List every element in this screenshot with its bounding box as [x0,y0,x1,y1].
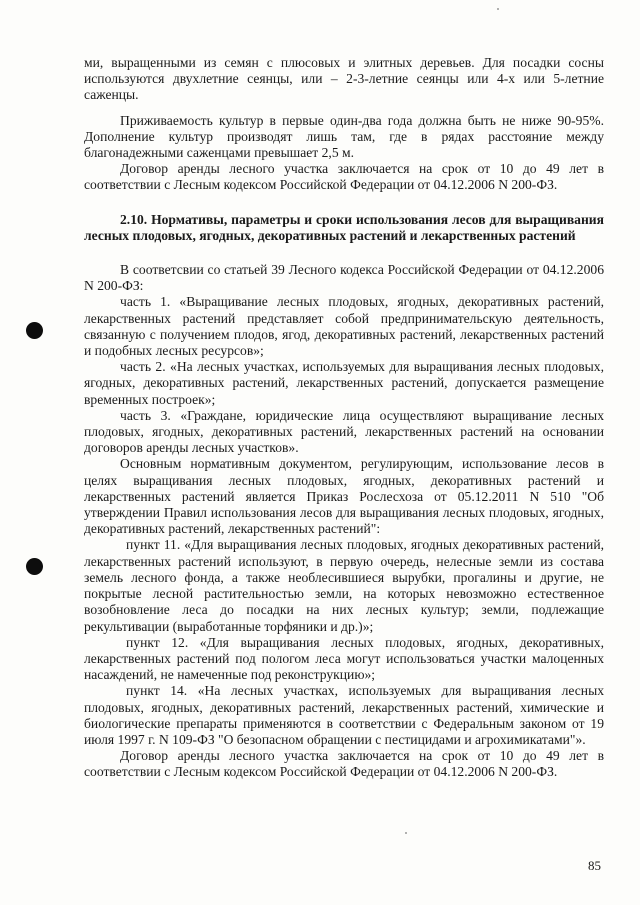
page-number: 85 [588,858,601,873]
document-body [84,55,604,781]
punch-hole-top [26,322,43,339]
paragraph: Договор аренды лесного участка заключается на срок от 10 до 49 лет в соответствии с Лесным кодексом Российской Федерации от 04.12.2006 N 200-ФЗ. [84,161,604,193]
paragraph: Основным нормативным документом, регулирующим, использование лесов в целях выращивания лесных плодовых, ягодных, декоративных растений и лекарственных растений является Приказ Рослесхоза от 05.12.2011 N 510 "Об утверждении Правил использования лесов для выращивания лесных плодовых, ягодных, декоративных растений, лекарственных растений": [84,456,604,537]
scan-speck [405,832,407,834]
list-item: часть 1. «Выращивание лесных плодовых, ягодных, декоративных растений, лекарственных растений представляет собой предпринимательскую деятельность, связанную с получением плодов, ягод, декоративных растений, лекарственных растений и подобных лесных ресурсов»; [84,294,604,359]
section-heading [84,212,604,244]
paragraph: В соответсвии со статьей 39 Лесного кодекса Российской Федерации от 04.12.2006 N 200-ФЗ: [84,262,604,294]
paragraph: Договор аренды лесного участка заключается на срок от 10 до 49 лет в соответствии с Лесным кодексом Российской Федерации от 04.12.2006 N 200-ФЗ. [84,748,604,780]
section-number: 2.10. [120,211,148,227]
list-item: часть 3. «Граждане, юридические лица осуществляют выращивание лесных плодовых, ягодных, декоративных растений, лекарственных растений на основании договоров аренды лесных участков». [84,407,604,456]
paragraph: Приживаемость культур в первые один-два года должна быть не ниже 90-95%. Дополнение культур производят лишь там, где в рядах расстояние между благонадежными саженцами превышает 2,5 м. [84,112,604,161]
list-item: пункт 14. «На лесных участках, используемых для выращивания лесных плодовых, ягодных, декоративных растений, лекарственных растений, химические и биологические препараты применяются в соответствии с Федеральным законом от 19 июля 1997 г. N 109-ФЗ "О безопасном обращении с пестицидами и агрохимикатами"». [84,683,604,747]
punch-hole-bottom [26,558,43,575]
scan-speck [497,8,499,10]
list-item: пункт 12. «Для выращивания лесных плодовых, ягодных, декоративных, лекарственных растений под пологом леса могут использоваться участки малоценных насаждений, не намеченные под реконструкцию»; [84,634,604,683]
list-item: часть 2. «На лесных участках, используемых для выращивания лесных плодовых, ягодных, декоративных растений, лекарственных растений, допускается размещение временных построек»; [84,359,604,407]
section-title: Нормативы, параметры и сроки использования лесов для выращивания лесных плодовых, ягодных, декоративных растений и лекарственных растений [84,211,604,243]
paragraph: ми, выращенными из семян с плюсовых и элитных деревьев. Для посадки сосны используются двухлетние сеянцы, или – 2-3-летние сеянцы или 4-х или 5-летние саженцы. [84,55,604,103]
list-item: пункт 11. «Для выращивания лесных плодовых, ягодных декоративных растений, лекарственных растений используют, в первую очередь, нелесные земли из состава земель лесного фонда, а также необлесившиеся вырубки, прогалины и другие, не покрытые лесной растительностью земли, на которых невозможно естественное возобновление леса до посадки на них лесных культур; земли, подлежащие рекультивации (выработанные торфяники и др.)»; [84,537,604,634]
